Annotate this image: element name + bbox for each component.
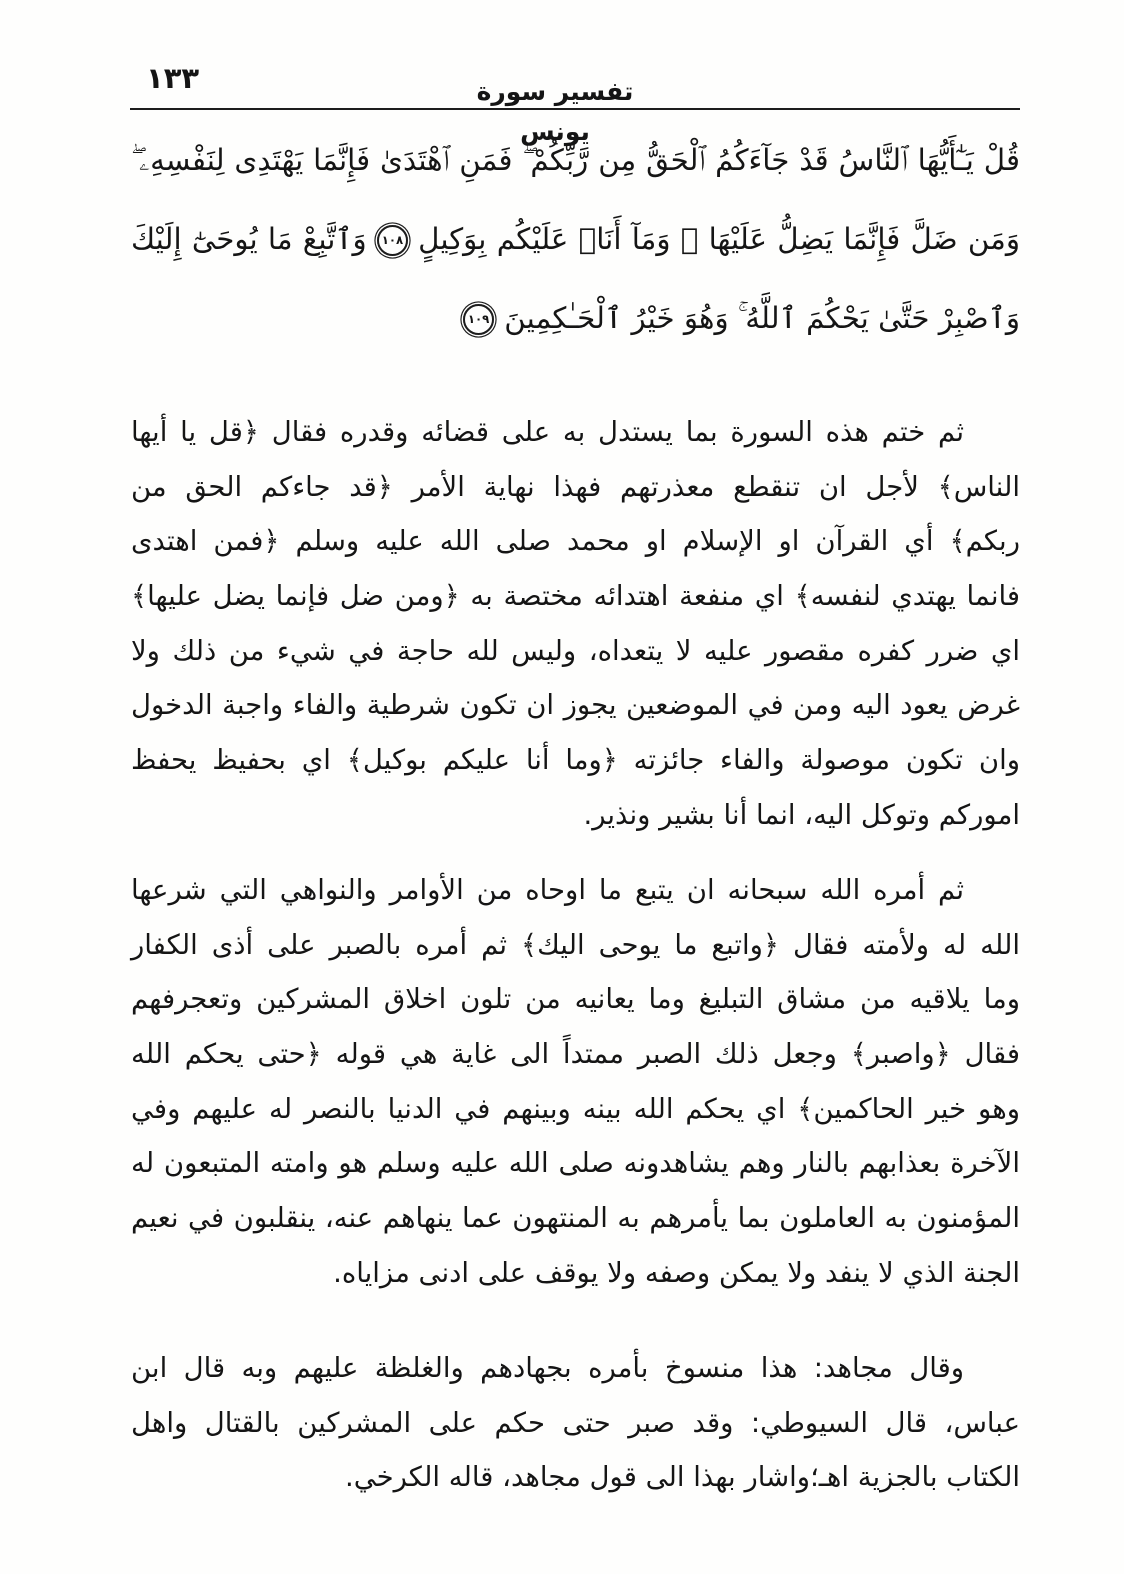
verse-number-marker: [463, 304, 494, 335]
verse-text: وَمَن ضَلَّ فَإِنَّمَا يَضِلُّ عَلَيْهَا ۖ وَمَآ أَنَا۠ عَلَيْكُم بِوَكِيلٍ: [418, 222, 1020, 256]
verse-line-content: [131, 222, 1020, 256]
commentary-paragraph: [130, 405, 1020, 843]
verse-number: ١٠٩: [467, 311, 490, 326]
line-text: الناس﴾ لأجل ان تنقطع معذرتهم فهذا نهاية الأمر ﴿قد جاءكم الحق من: [131, 470, 1020, 503]
text-line: [130, 514, 1020, 569]
verse-text: وَٱتَّبِعْ مَا يُوحَىٰٓ إِلَيْكَ: [130, 222, 367, 256]
page-number: ١٣٣: [146, 61, 200, 95]
line-text: الآخرة بعذابهم بالنار وهم يشاهدونه صلى الله عليه وسلم هو وامته المتبعون له: [131, 1147, 1020, 1180]
line-text: غرض يعود اليه ومن في الموضعين يجوز ان تكون شرطية والفاء واجبة الدخول: [131, 689, 1020, 722]
text-line: [130, 569, 1020, 624]
verse-line: [130, 200, 1020, 279]
line-text: وهو خير الحاكمين﴾ اي يحكم الله بينه وبينهم في الدنيا بالنصر له عليهم وفي: [131, 1092, 1020, 1125]
verse-line-content: [453, 301, 1020, 335]
line-text: عباس، قال السيوطي: وقد صبر حتى حكم على المشركين بالقتال واهل: [131, 1406, 1020, 1439]
text-line: [130, 733, 1020, 788]
line-text: الجنة الذي لا ينفد ولا يمكن وصفه ولا يوقف على ادنى مزاياه.: [333, 1256, 1020, 1289]
line-text: ثم أمره الله سبحانه ان يتبع ما اوحاه من الأوامر والنواهي التي شرعها: [131, 874, 964, 906]
commentary-paragraph: [130, 1341, 1020, 1505]
text-line: [130, 1136, 1020, 1191]
quran-verses: [130, 121, 1020, 358]
text-line: [130, 1341, 1020, 1396]
commentary-paragraph: [130, 863, 1020, 1301]
line-text: الله له ولأمته فقال ﴿واتبع ما يوحى اليك﴾ ثم أمره بالصبر على أذى الكفار: [131, 928, 1020, 961]
line-text: اي ضرر كفره مقصور عليه لا يتعداه، وليس لله حاجة في شيء من ذلك ولا: [131, 634, 1020, 667]
verse-number-marker: [377, 225, 408, 256]
running-title: تفسير سورة يونس: [476, 77, 634, 146]
verse-line: [130, 279, 1020, 358]
text-line: [130, 405, 1020, 460]
verse-number: ١٠٨: [381, 232, 404, 247]
line-text: وان تكون موصولة والفاء جائزته ﴿وما أنا عليكم بوكيل﴾ اي بحفيظ يحفظ: [131, 744, 1020, 777]
verse-text: قُلْ يَـٰٓأَيُّهَا ٱلنَّاسُ قَدْ جَآءَكُمُ ٱلْحَقُّ مِن رَّبِّكُمْ ۖ فَمَنِ ٱهْتَدَىٰ فَإِنَّمَا يَهْتَدِى لِنَفْسِهِۦ ۖ: [131, 143, 1020, 177]
text-line: [130, 1450, 1020, 1505]
line-text: وما يلاقيه من مشاق التبليغ وما يعانيه من تلون اخلاق المشركين وتعجرفهم: [131, 983, 1020, 1016]
line-text: وقال مجاهد: هذا منسوخ بأمره بجهادهم والغلظة عليهم وبه قال ابن: [131, 1352, 964, 1384]
text-line: [130, 1191, 1020, 1246]
verse-text: وَٱصْبِرْ حَتَّىٰ يَحْكُمَ ٱللَّهُ ۚ وَهُوَ خَيْرُ ٱلْحَـٰكِمِينَ: [504, 301, 1020, 335]
text-line: [130, 624, 1020, 679]
line-text: ثم ختم هذه السورة بما يستدل به على قضائه وقدره فقال ﴿قل يا أيها: [131, 416, 964, 448]
line-text: اموركم وتوكل اليه، انما أنا بشير ونذير.: [583, 798, 1020, 831]
text-line: [130, 1027, 1020, 1082]
text-line: [130, 863, 1020, 918]
text-line: [130, 1246, 1020, 1301]
text-line: [130, 1396, 1020, 1451]
line-text: فقال ﴿واصبر﴾ وجعل ذلك الصبر ممتداً الى غاية هي قوله ﴿حتى يحكم الله: [131, 1038, 1020, 1071]
text-line: [130, 1082, 1020, 1137]
text-line: [130, 460, 1020, 515]
verse-line: [130, 121, 1020, 200]
line-text: المؤمنون به العاملون بما يأمرهم به المنتهون عما ينهاهم عنه، ينقلبون في نعيم: [131, 1202, 1020, 1235]
line-text: ربكم﴾ أي القرآن او الإسلام او محمد صلى الله عليه وسلم ﴿فمن اهتدى: [131, 525, 1020, 558]
header-rule: [130, 108, 1020, 110]
line-text: الكتاب بالجزية اهـ؛واشار بهذا الى قول مجاهد، قاله الكرخي.: [344, 1461, 1020, 1494]
line-text: فانما يهتدي لنفسه﴾ اي منفعة اهتدائه مختصة به ﴿ومن ضل فإنما يضل عليها﴾: [131, 580, 1020, 613]
text-line: [130, 678, 1020, 733]
text-line: [130, 918, 1020, 973]
text-line: [130, 788, 1020, 843]
text-line: [130, 972, 1020, 1027]
